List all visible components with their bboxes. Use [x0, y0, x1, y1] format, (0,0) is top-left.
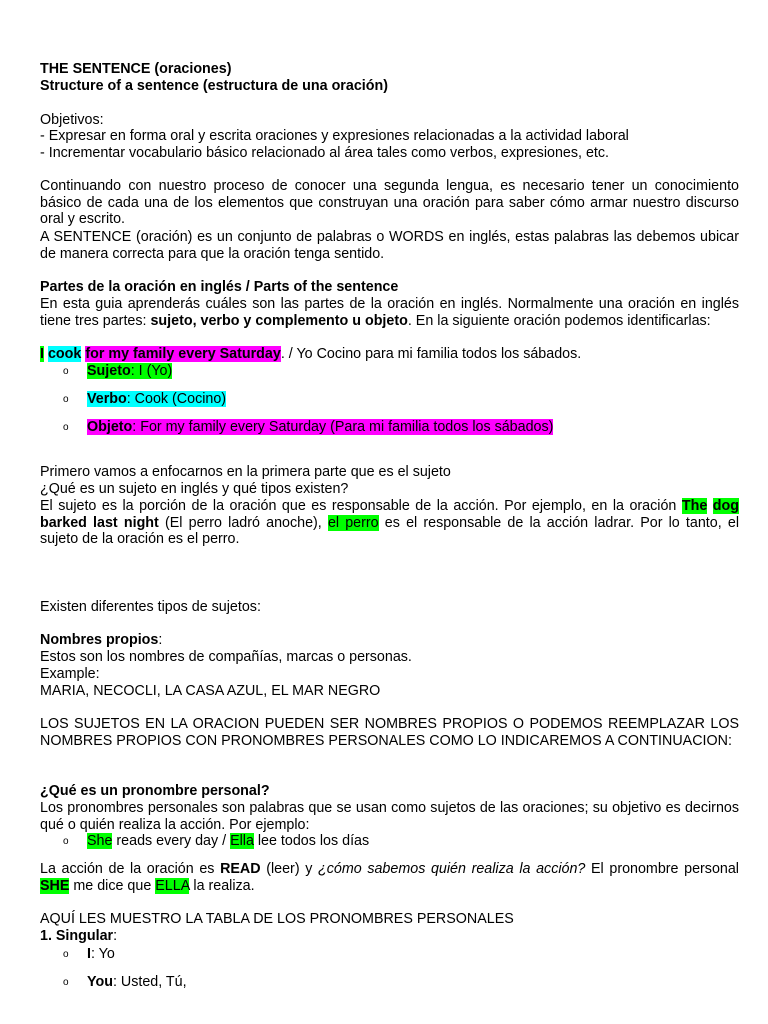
singular-label: 1. Singular:: [40, 928, 118, 944]
sujeto-intro: Primero vamos a enfocarnos en la primera parte que es el sujeto: [40, 464, 451, 480]
example-object: for my family every Saturday: [85, 346, 281, 362]
objetivo-item: - Expresar en forma oral y escrita oraciones y expresiones relacionadas a la actividad laboral: [40, 128, 629, 144]
sujeto-paragraph: El sujeto es la porción de la oración que es responsable de la acción. Por ejemplo, en la oración The dog barked last night (El perro ladró anoche), el perro es el responsable de la acción ladrar. Por lo tanto, el sujeto de la oración es el perro.: [40, 498, 739, 548]
bullet-marker: o: [63, 836, 69, 847]
pronombre-desc: Los pronombres personales son palabras que se usan como sujetos de las oraciones; su objetivo es decirnos qué o quién realiza la acción. Por ejemplo:: [40, 800, 739, 833]
list-item-she-example: She reads every day / Ella lee todos los días: [87, 833, 370, 849]
example-sentence: I cook for my family every Saturday. / Yo Cocino para mi familia todos los sábados.: [40, 346, 582, 362]
bullet-marker: o: [63, 422, 69, 433]
nombres-propios-heading: Nombres propios:: [40, 632, 163, 648]
pronombre-heading: ¿Qué es un pronombre personal?: [40, 783, 270, 799]
list-item-pronoun-i: I: Yo: [87, 946, 115, 962]
objetivo-item: - Incrementar vocabulario básico relacionado al área tales como verbos, expresiones, etc.: [40, 145, 609, 161]
example-label: Example:: [40, 666, 100, 682]
list-item-objeto: Objeto: For my family every Saturday (Para mi familia todos los sábados): [87, 419, 554, 435]
list-item-verbo: Verbo: Cook (Cocino): [87, 391, 227, 407]
intro-paragraph: Continuando con nuestro proceso de conocer una segunda lengua, es necesario tener un conocimiento básico de cada una de los elementos que construyan una oración para saber cómo armar nuestro discurso oral y escrito.: [40, 178, 739, 228]
doc-subtitle: Structure of a sentence (estructura de una oración): [40, 78, 388, 94]
parts-paragraph: En esta guia aprenderás cuáles son las partes de la oración en inglés. Normalmente una oración en inglés tiene tres partes: sujeto, verbo y complemento u objeto. En la siguiente oración podemos identificarlas:: [40, 296, 739, 329]
sujeto-question: ¿Qué es un sujeto en inglés y qué tipos existen?: [40, 481, 349, 497]
objetivos-heading: Objetivos:: [40, 112, 104, 128]
caps-paragraph: LOS SUJETOS EN LA ORACION PUEDEN SER NOMBRES PROPIOS O PODEMOS REEMPLAZAR LOS NOMBRES PROPIOS CON PRONOMBRES PERSONALES COMO LO INDICAREMOS A CONTINUACION:: [40, 716, 739, 749]
bullet-marker: o: [63, 977, 69, 988]
nombres-propios-desc: Estos son los nombres de compañías, marcas o personas.: [40, 649, 412, 665]
doc-title: THE SENTENCE (oraciones): [40, 61, 232, 77]
tipos-intro: Existen diferentes tipos de sujetos:: [40, 599, 261, 615]
bullet-marker: o: [63, 949, 69, 960]
example-values: MARIA, NECOCLI, LA CASA AZUL, EL MAR NEGRO: [40, 683, 381, 699]
accion-paragraph: La acción de la oración es READ (leer) y ¿cómo sabemos quién realiza la acción? El pronombre personal SHE me dice que ELLA la realiza.: [40, 861, 739, 894]
example-subject: I: [40, 346, 44, 362]
list-item-sujeto: Sujeto: I (Yo): [87, 363, 173, 379]
list-item-pronoun-you: You: Usted, Tú,: [87, 974, 187, 990]
intro-paragraph-sentence: A SENTENCE (oración) es un conjunto de palabras o WORDS en inglés, estas palabras las debemos ubicar de manera correcta para que la oración tenga sentido.: [40, 229, 739, 262]
parts-heading: Partes de la oración en inglés / Parts of the sentence: [40, 279, 399, 295]
bullet-marker: o: [63, 394, 69, 405]
tabla-heading: AQUÍ LES MUESTRO LA TABLA DE LOS PRONOMBRES PERSONALES: [40, 911, 514, 927]
example-verb: cook: [47, 346, 82, 362]
bullet-marker: o: [63, 366, 69, 377]
